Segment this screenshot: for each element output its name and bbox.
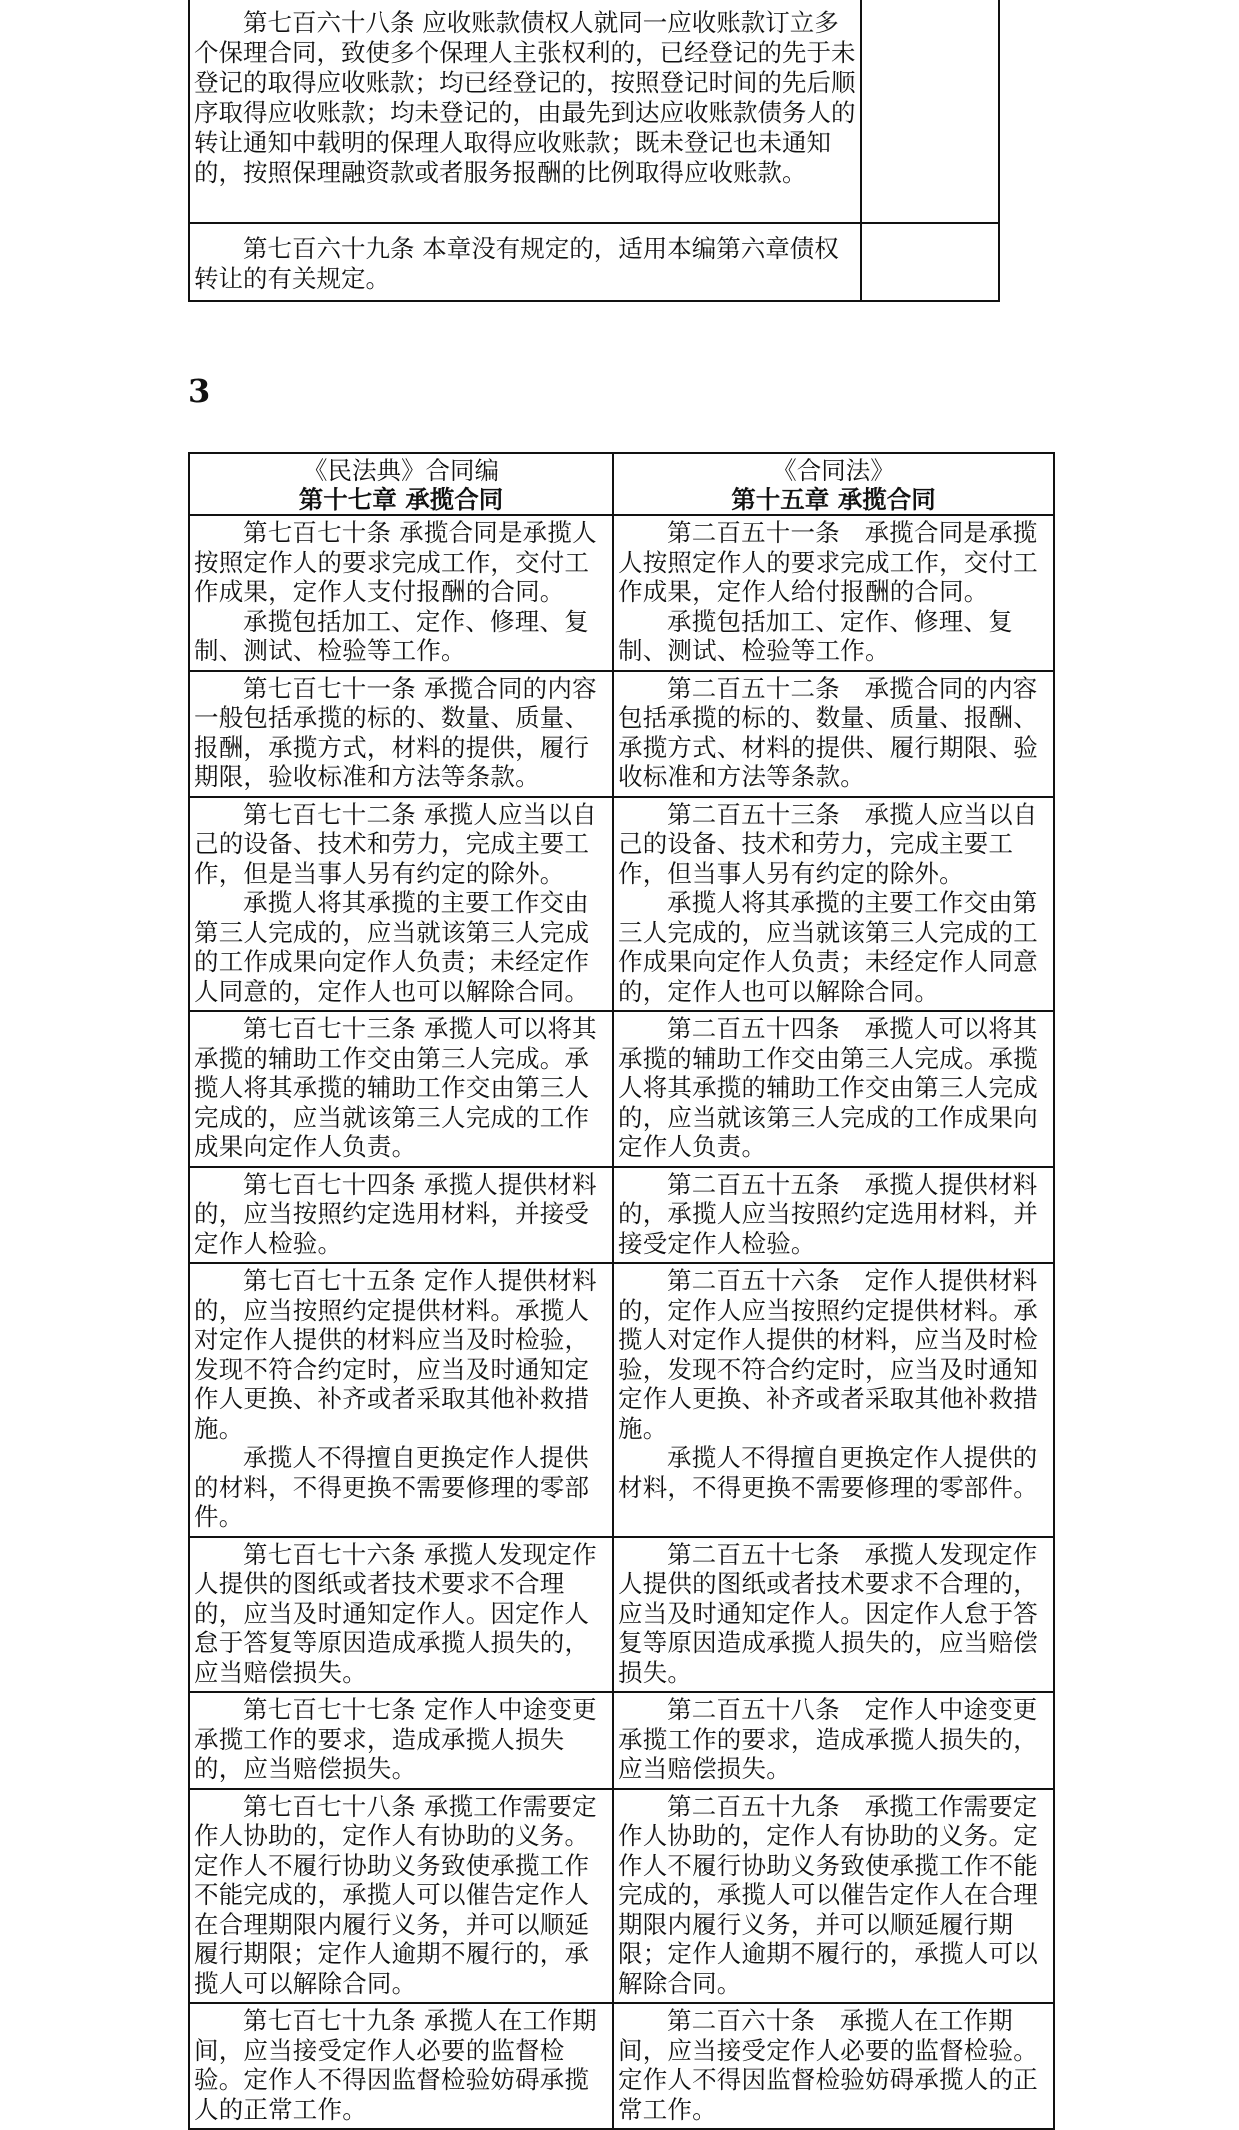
civil-code-cell (189, 1167, 613, 1264)
contract-law-cell (613, 797, 1054, 1012)
table-row (189, 223, 999, 301)
article-cell (189, 223, 861, 301)
table-row (189, 0, 999, 223)
article-paragraph: 第二百六十条 承揽人在工作期间，应当接受定作人必要的监督检验。定作人不得因监督检验妨碍承揽人的正常工作。 (618, 2006, 1038, 2124)
civil-code-cell (189, 671, 613, 797)
right-column-header (613, 453, 1054, 515)
table-row (189, 1789, 1054, 2004)
civil-code-cell (189, 1692, 613, 1789)
civil-code-cell (189, 2003, 613, 2129)
article-paragraph: 第二百五十八条 定作人中途变更承揽工作的要求，造成承揽人损失的，应当赔偿损失。 (618, 1695, 1038, 1783)
article-paragraph: 第二百五十五条 承揽人提供材料的，承揽人应当按照约定选用材料，并接受定作人检验。 (618, 1169, 1038, 1258)
article-paragraph: 第二百五十四条 承揽人可以将其承揽的辅助工作交由第三人完成。承揽人将其承揽的辅助工作交由第三人完成的，应当就该第三人完成的工作成果向定作人负责。 (618, 1014, 1038, 1161)
article-paragraph: 第七百七十条 承揽合同是承揽人按照定作人的要求完成工作，交付工作成果，定作人支付报酬的合同。 (194, 518, 597, 606)
table-row (189, 1167, 1054, 1264)
article-paragraph: 第七百七十五条 定作人提供材料的，应当按照约定提供材料。承揽人对定作人提供的材料应当及时检验，发现不符合约定时，应当及时通知定作人更换、补齐或者采取其他补救措施。 (194, 1266, 597, 1443)
right-header-chapter: 第十五章 承揽合同 (731, 485, 936, 514)
article-paragraph: 承揽人不得擅自更换定作人提供的材料，不得更换不需要修理的零部件。 (194, 1443, 590, 1531)
table-header-row (189, 453, 1054, 515)
contract-law-cell (613, 1011, 1054, 1167)
article-paragraph: 承揽人将其承揽的主要工作交由第三人完成的，应当就该第三人完成的工作成果向定作人负责；未经定作人同意的，定作人也可以解除合同。 (194, 888, 590, 1006)
table-row (189, 671, 1054, 797)
article-paragraph: 第二百五十三条 承揽人应当以自己的设备、技术和劳力，完成主要工作，但当事人另有约定的除外。 (618, 799, 1038, 888)
left-header-chapter: 第十七章 承揽合同 (298, 485, 504, 514)
contract-law-cell (613, 1692, 1054, 1789)
left-column-header (189, 453, 613, 515)
article-paragraph: 第二百五十一条 承揽合同是承揽人按照定作人的要求完成工作，交付工作成果，定作人给付报酬的合同。 (618, 518, 1038, 606)
left-header-title: 《民法典》合同编 (303, 456, 499, 485)
article-paragraph: 承揽包括加工、定作、修理、复制、测试、检验等工作。 (194, 606, 589, 665)
previous-comparison-table (188, 0, 1000, 302)
article-paragraph: 第七百七十九条 承揽人在工作期间，应当接受定作人必要的监督检验。定作人不得因监督检验妨碍承揽人的正常工作。 (194, 2006, 597, 2124)
article-paragraph: 第七百七十四条 承揽人提供材料的，应当按照约定选用材料，并接受定作人检验。 (194, 1169, 597, 1258)
table-row (189, 515, 1054, 671)
article-paragraph: 第七百七十三条 承揽人可以将其承揽的辅助工作交由第三人完成。承揽人将其承揽的辅助工作交由第三人完成的，应当就该第三人完成的工作成果向定作人负责。 (194, 1014, 597, 1161)
article-paragraph: 承揽人将其承揽的主要工作交由第三人完成的，应当就该第三人完成的工作成果向定作人负责；未经定作人同意的，定作人也可以解除合同。 (618, 888, 1038, 1006)
article-text: 第七百六十九条 本章没有规定的，适用本编第六章债权转让的有关规定。 (194, 234, 839, 293)
table-row (189, 1263, 1054, 1537)
article-paragraph: 第七百七十八条 承揽工作需要定作人协助的，定作人有协助的义务。定作人不履行协助义务致使承揽工作不能完成的，承揽人可以催告定作人在合理期限内履行义务，并可以顺延履行期限；定作人逾期不履行的，承揽人可以解除合同。 (194, 1791, 597, 1998)
article-paragraph: 第二百五十九条 承揽工作需要定作人协助的，定作人有协助的义务。定作人不履行协助义务致使承揽工作不能完成的，承揽人可以催告定作人在合理期限内履行义务，并可以顺延履行期限；定作人逾期不履行的，承揽人可以解除合同。 (618, 1791, 1038, 1998)
section-number: 3 (188, 372, 211, 410)
table-row (189, 1011, 1054, 1167)
article-paragraph: 第七百七十一条 承揽合同的内容一般包括承揽的标的、数量、质量、报酬，承揽方式，材料的提供，履行期限，验收标准和方法等条款。 (194, 673, 597, 791)
civil-code-cell (189, 515, 613, 671)
contract-law-cell (613, 1537, 1054, 1693)
article-paragraph: 承揽人不得擅自更换定作人提供的材料，不得更换不需要修理的零部件。 (618, 1443, 1038, 1502)
contract-law-cell (613, 1789, 1054, 2004)
civil-code-cell (189, 1263, 613, 1537)
contract-law-cell (613, 1263, 1054, 1537)
contract-law-cell (613, 671, 1054, 797)
empty-cell (861, 223, 999, 301)
article-paragraph: 第七百七十六条 承揽人发现定作人提供的图纸或者技术要求不合理的，应当及时通知定作人。因定作人怠于答复等原因造成承揽人损失的，应当赔偿损失。 (194, 1539, 597, 1687)
article-paragraph: 承揽包括加工、定作、修理、复制、测试、检验等工作。 (618, 606, 1013, 665)
table-row (189, 2003, 1054, 2129)
right-header-title: 《合同法》 (772, 456, 895, 485)
table-row (189, 1692, 1054, 1789)
article-paragraph: 第二百五十七条 承揽人发现定作人提供的图纸或者技术要求不合理的，应当及时通知定作人。因定作人怠于答复等原因造成承揽人损失的，应当赔偿损失。 (618, 1539, 1038, 1687)
article-paragraph: 第七百七十二条 承揽人应当以自己的设备、技术和劳力，完成主要工作，但是当事人另有约定的除外。 (194, 799, 597, 888)
civil-code-cell (189, 797, 613, 1012)
empty-cell (861, 0, 999, 223)
contract-law-cell (613, 1167, 1054, 1264)
table-row (189, 797, 1054, 1012)
civil-code-cell (189, 1011, 613, 1167)
contract-law-cell (613, 515, 1054, 671)
article-paragraph: 第二百五十六条 定作人提供材料的，定作人应当按照约定提供材料。承揽人对定作人提供的材料，应当及时检验，发现不符合约定时，应当及时通知定作人更换、补齐或者采取其他补救措施。 (618, 1266, 1038, 1443)
comparison-table (188, 452, 1055, 2130)
civil-code-cell (189, 1537, 613, 1693)
civil-code-cell (189, 1789, 613, 2004)
article-paragraph: 第二百五十二条 承揽合同的内容包括承揽的标的、数量、质量、报酬、承揽方式、材料的提供、履行期限、验收标准和方法等条款。 (618, 673, 1038, 791)
contract-law-cell (613, 2003, 1054, 2129)
article-cell (189, 0, 861, 223)
article-text: 第七百六十八条 应收账款债权人就同一应收账款订立多个保理合同，致使多个保理人主张权利的，已经登记的先于未登记的取得应收账款；均已经登记的，按照登记时间的先后顺序取得应收账款；均未登记的，由最先到达应收账款债务人的转让通知中载明的保理人取得应收账款；既未登记也未通知的，按照保理融资款或者服务报酬的比例取得应收账款。 (194, 8, 856, 187)
comparison-body (189, 515, 1054, 2129)
table-row (189, 1537, 1054, 1693)
article-paragraph: 第七百七十七条 定作人中途变更承揽工作的要求，造成承揽人损失的，应当赔偿损失。 (194, 1695, 597, 1783)
